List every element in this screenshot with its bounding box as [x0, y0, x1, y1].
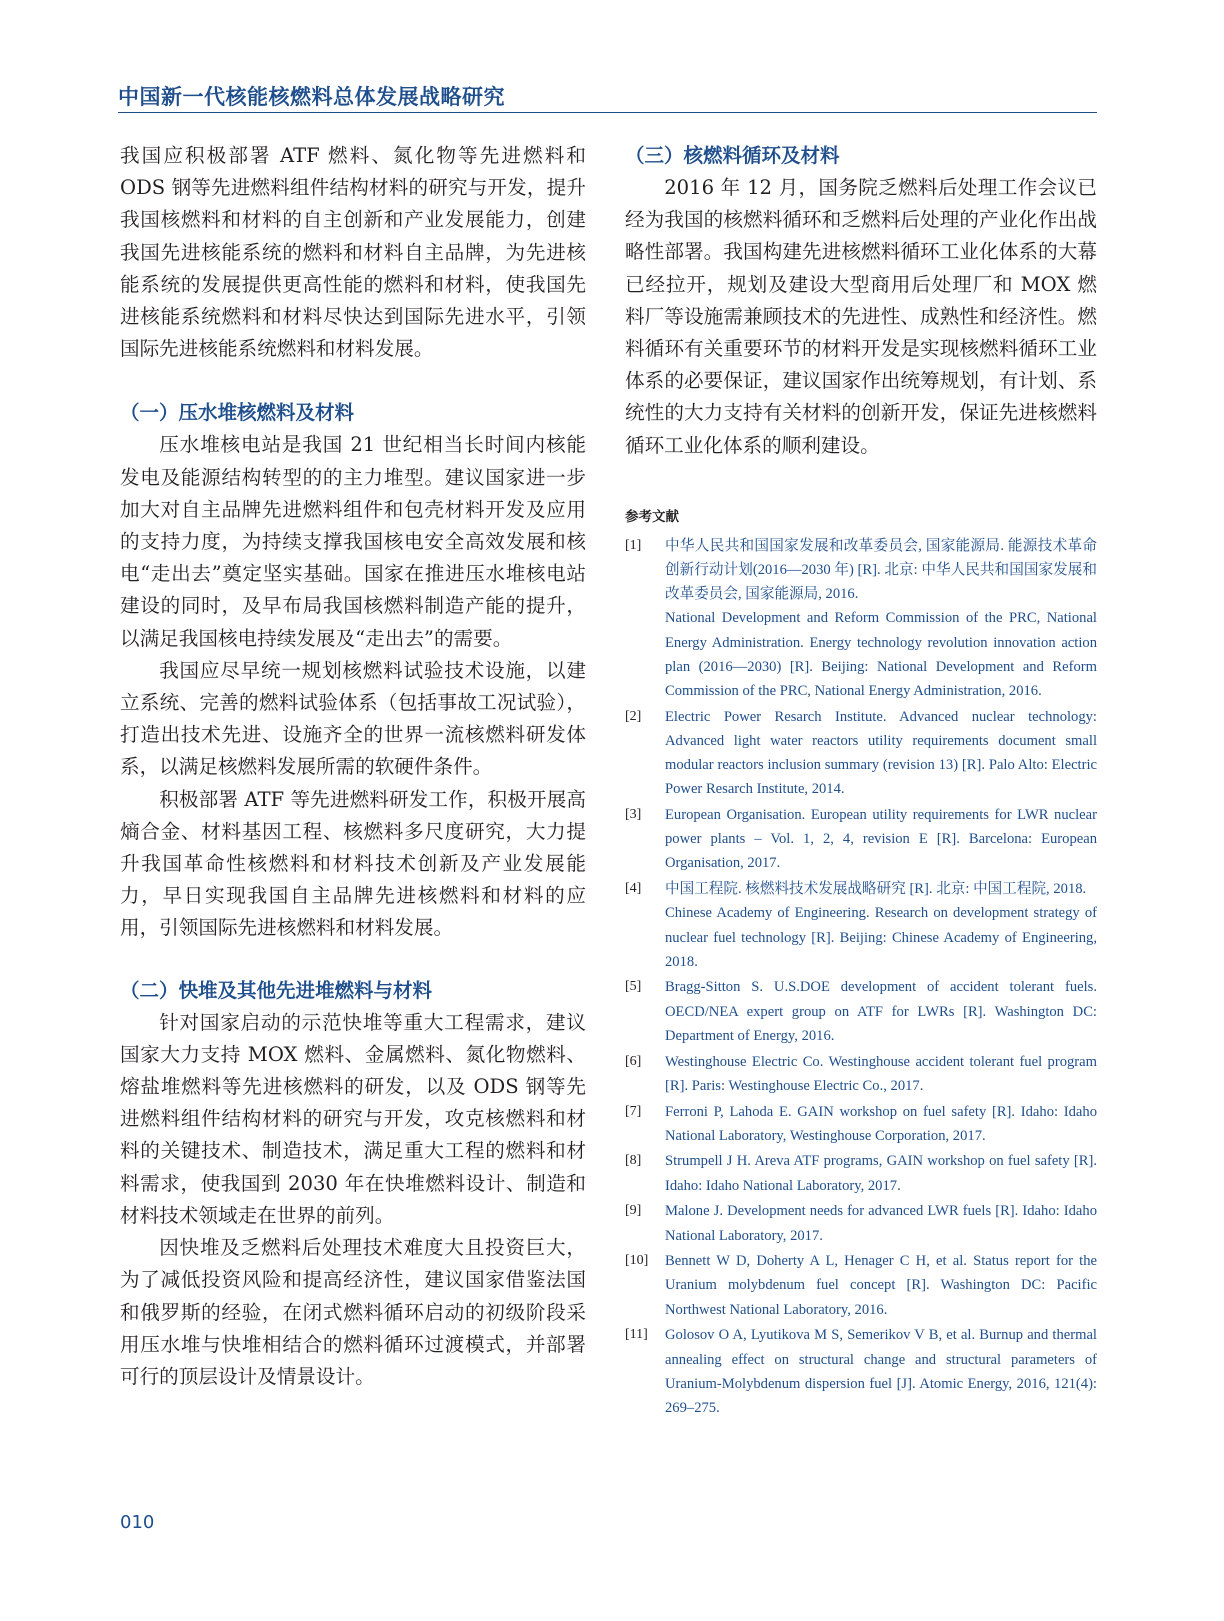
section-heading-fast-reactor: （二）快堆及其他先进堆燃料与材料 [120, 978, 433, 1002]
body-paragraph: 因快堆及乏燃料后处理技术难度大且投资巨大，为了减低投资风险和提高经济性，建议国家借鉴法国和俄罗斯的经验，在闭式燃料循环启动的初级阶段采用压水堆与快堆相结合的燃料循环过渡模式，并部署可行的顶层设计及情景设计。 [120, 1236, 586, 1388]
reference-body [665, 1249, 1097, 1322]
reference-text: 中华人民共和国国家发展和改革委员会, 国家能源局. 能源技术革命创新行动计划(2016—2030 年) [R]. 北京: 中华人民共和国国家发展和改革委员会, 国家能源局, 2016. [665, 537, 1097, 603]
reference-item [625, 877, 1097, 974]
reference-number: [3] [625, 807, 642, 823]
reference-item [625, 1050, 1097, 1098]
reference-body [665, 1149, 1097, 1197]
reference-body [665, 1100, 1097, 1148]
reference-body [665, 705, 1097, 802]
reference-body [665, 1199, 1097, 1247]
reference-text: Strumpell J H. Areva ATF programs, GAIN workshop on fuel safety [R]. Idaho: Idaho National Laboratory, 2017. [665, 1153, 1097, 1194]
reference-number: [6] [625, 1053, 642, 1069]
reference-text: Electric Power Resarch Institute. Advanced nuclear technology: Advanced light water reactors utility requirements document small modular reactors inclusion summary (revision 13) [R]. Palo Alto: Electric Power Resarch Institute, 2014. [665, 708, 1097, 798]
reference-item [625, 705, 1097, 802]
reference-body [665, 877, 1097, 974]
reference-body [665, 534, 1097, 703]
reference-body [665, 803, 1097, 876]
right-column [625, 140, 1097, 1422]
reference-text: Ferroni P, Lahoda E. GAIN workshop on fuel safety [R]. Idaho: Idaho National Laboratory, Westinghouse Corporation, 2017. [665, 1103, 1097, 1144]
body-paragraph: 积极部署 ATF 等先进燃料研发工作，积极开展高熵合金、材料基因工程、核燃料多尺度研究，大力提升我国革命性核燃料和材料技术创新及产业发展能力，早日实现我国自主品牌先进核燃料和材料的应用，引领国际先进核燃料和材料发展。 [120, 787, 586, 940]
reference-text: Chinese Academy of Engineering. Research on development strategy of nuclear fuel technology [R]. Beijing: Chinese Academy of Engineering, 2018. [665, 905, 1097, 970]
reference-item [625, 1323, 1097, 1420]
reference-list [625, 534, 1097, 1420]
reference-text: Bennett W D, Doherty A L, Henager C H, et al. Status report for the Uranium molybdenum fuel concept [R]. Washington DC: Pacific Northwest National Laboratory, 2016. [665, 1253, 1097, 1318]
reference-number: [7] [625, 1103, 642, 1119]
running-header [118, 82, 1097, 113]
reference-number: [4] [625, 881, 642, 897]
body-paragraph: 2016 年 12 月，国务院乏燃料后处理工作会议已经为我国的核燃料循环和乏燃料后处理的产业化作出战略性部署。我国构建先进核燃料循环工业化体系的大幕已经拉开，规划及建设大型商用后处理厂和 MOX 燃料厂等设施需兼顾技术的先进性、成熟性和经济性。燃料循环有关重要环节的材料开发是实现核燃料循环工业体系的必要保证，建议国家作出统筹规划，有计划、系统性的大力支持有关材料的创新开发，保证先进核燃料循环工业化体系的顺利建设。 [625, 176, 1097, 457]
reference-item [625, 1249, 1097, 1322]
reference-number: [5] [625, 979, 642, 995]
reference-item [625, 534, 1097, 703]
body-paragraph: 我国应尽早统一规划核燃料试验技术设施，以建立系统、完善的燃料试验体系（包括事故工况试验），打造出技术先进、设施齐全的世界一流核燃料研发体系，以满足核燃料发展所需的软硬件条件。 [120, 658, 586, 779]
reference-body [665, 1050, 1097, 1098]
reference-body [665, 975, 1097, 1048]
reference-text: Westinghouse Electric Co. Westinghouse accident tolerant fuel program [R]. Paris: Westinghouse Electric Co., 2017. [665, 1053, 1097, 1094]
reference-number: [8] [625, 1153, 642, 1169]
journal-header-title: 中国新一代核能核燃料总体发展战略研究 [118, 85, 505, 109]
section-heading-pwr: （一）压水堆核燃料及材料 [120, 401, 355, 425]
reference-text: Malone J. Development needs for advanced LWR fuels [R]. Idaho: Idaho National Laboratory, 2017. [665, 1203, 1097, 1244]
reference-item [625, 1149, 1097, 1197]
references-title: 参考文献 [625, 508, 679, 525]
reference-body [665, 1323, 1097, 1420]
reference-text: Golosov O A, Lyutikova M S, Semerikov V B, et al. Burnup and thermal annealing effect on structural change and structural parameters of Uranium-Molybdenum dispersion fuel [J]. Atomic Energy, 2016, 121(4): 269–275. [665, 1327, 1097, 1416]
reference-item [625, 975, 1097, 1048]
body-paragraph: 针对国家启动的示范快堆等重大工程需求，建议国家大力支持 MOX 燃料、金属燃料、氮化物燃料、熔盐堆燃料等先进核燃料的研发，以及 ODS 钢等先进燃料组件结构材料的研究与开发，攻克核燃料和材料的关键技术、制造技术，满足重大工程的燃料和材料需求，使我国到 2030 年在快堆燃料设计、制造和材料技术领域走在世界的前列。 [120, 1010, 586, 1227]
section-heading-fuel-cycle: （三）核燃料循环及材料 [625, 144, 840, 167]
reference-number: [9] [625, 1203, 642, 1219]
reference-item [625, 1199, 1097, 1247]
reference-number: [11] [625, 1327, 648, 1343]
page-number: 010 [120, 1512, 155, 1533]
reference-item [625, 1100, 1097, 1148]
reference-item [625, 803, 1097, 876]
reference-number: [10] [625, 1253, 649, 1269]
reference-text: Bragg-Sitton S. U.S.DOE development of accident tolerant fuels. OECD/NEA expert group on ATF for LWRs [R]. Washington DC: Department of Energy, 2016. [665, 979, 1097, 1044]
left-column [120, 140, 586, 1393]
reference-text: European Organisation. European utility requirements for LWR nuclear power plants – Vol. 1, 2, 4, revision E [R]. Barcelona: European Organisation, 2017. [665, 807, 1097, 872]
intro-paragraph: 我国应积极部署 ATF 燃料、氮化物等先进燃料和 ODS 钢等先进燃料组件结构材料的研究与开发，提升我国核燃料和材料的自主创新和产业发展能力，创建我国先进核能系统的燃料和材料自主品牌，为先进核能系统的发展提供更高性能的燃料和材料，使我国先进核能系统燃料和材料尽快达到国际先进水平，引领国际先进核能系统燃料和材料发展。 [120, 144, 586, 361]
reference-number: [1] [625, 537, 642, 553]
body-paragraph: 压水堆核电站是我国 21 世纪相当长时间内核能发电及能源结构转型的的主力堆型。建议国家进一步加大对自主品牌先进燃料组件和包壳材料开发及应用的支持力度，为持续支撑我国核电安全高效发展和核电“走出去”奠定坚实基础。国家在推进压水堆核电站建设的同时，及早布局我国核燃料制造产能的提升，以满足我国核电持续发展及“走出去”的需要。 [120, 433, 586, 650]
reference-number: [2] [625, 708, 642, 724]
reference-text: 中国工程院. 核燃料技术发展战略研究 [R]. 北京: 中国工程院, 2018. [665, 881, 1087, 898]
reference-text: National Development and Reform Commission of the PRC, National Energy Administration. Energy technology revolution innovation action plan (2016—2030) [R]. Beijing: National Development and Reform Commission of the PRC, National Energy Administration, 2016. [665, 610, 1097, 700]
